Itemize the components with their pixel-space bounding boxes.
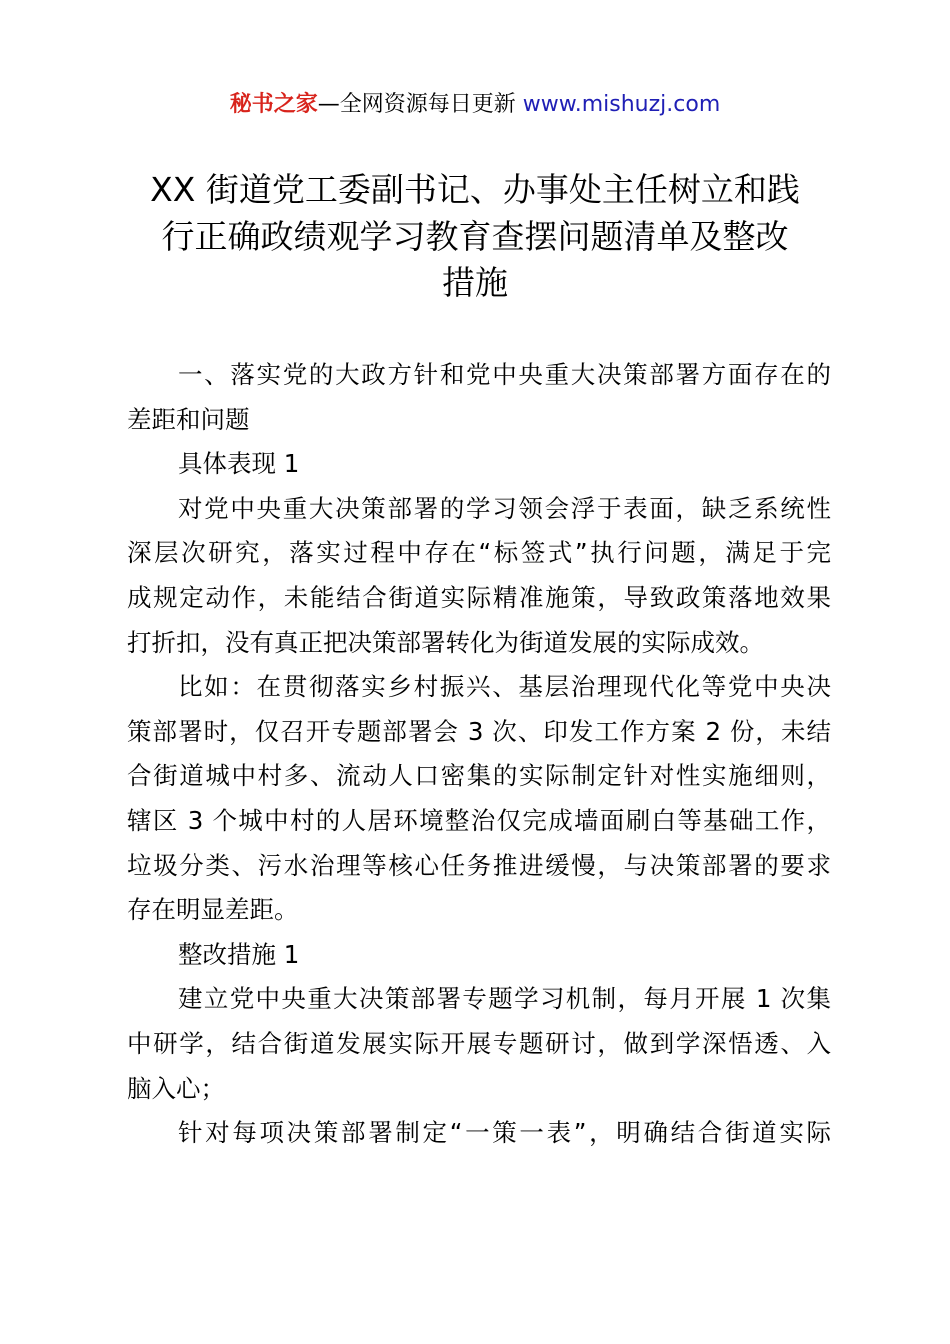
title-line: 行正确政绩观学习教育查摆问题清单及整改 [161, 216, 789, 256]
text-line: 针对每项决策部署制定“一策一表”，明确结合街道实际 [178, 1118, 831, 1148]
subheading-rectification [127, 933, 831, 978]
text-line: 差距和问题 [127, 404, 250, 434]
text-line: 一、落实党的大政方针和党中央重大决策部署方面存在的 [178, 360, 831, 389]
text-line: 比如：在贯彻落实乡村振兴、基层治理现代化等党中央决 [178, 672, 831, 702]
document-title [100, 167, 850, 307]
paragraph [127, 487, 831, 665]
site-brand: 秘书之家 [229, 92, 318, 117]
paragraph [127, 977, 831, 1111]
text-line: 策部署时，仅召开专题部署会 3 次、印发工作方案 2 份，未结 [127, 716, 831, 746]
section-heading [127, 353, 831, 442]
title-line: 措施 [442, 263, 508, 302]
text-line: 整改措施 1 [178, 939, 300, 969]
text-line: 打折扣，没有真正把决策部署转化为街道发展的实际成效。 [127, 627, 764, 657]
title-line: XX 街道党工委副书记、办事处主任树立和践 [150, 170, 800, 209]
paragraph [127, 1111, 831, 1156]
text-line: 中研学，结合街道发展实际开展专题研讨，做到学深悟透、入 [127, 1028, 831, 1058]
document-body [127, 353, 831, 1156]
text-line: 存在明显差距。 [127, 895, 299, 925]
text-line: 深层次研究，落实过程中存在“标签式”执行问题，满足于完 [127, 538, 831, 568]
paragraph [127, 665, 831, 933]
text-line: 成规定动作，未能结合街道实际精准施策，导致政策落地效果 [127, 582, 831, 612]
text-line: 具体表现 1 [178, 449, 300, 479]
subheading-manifestation [127, 442, 831, 487]
text-line: 脑入心； [127, 1073, 225, 1103]
text-line: 建立党中央重大决策部署专题学习机制，每月开展 1 次集 [178, 984, 831, 1014]
site-url-link[interactable]: www.mishuzj.com [522, 92, 721, 117]
site-slogan: —全网资源每日更新 [317, 92, 523, 117]
site-header [0, 88, 950, 122]
text-line: 对党中央重大决策部署的学习领会浮于表面，缺乏系统性 [178, 493, 831, 523]
text-line: 垃圾分类、污水治理等核心任务推进缓慢，与决策部署的要求 [127, 850, 831, 880]
text-line: 辖区 3 个城中村的人居环境整治仅完成墙面刷白等基础工作， [127, 805, 831, 835]
text-line: 合街道城中村多、流动人口密集的实际制定针对性实施细则， [127, 761, 831, 791]
